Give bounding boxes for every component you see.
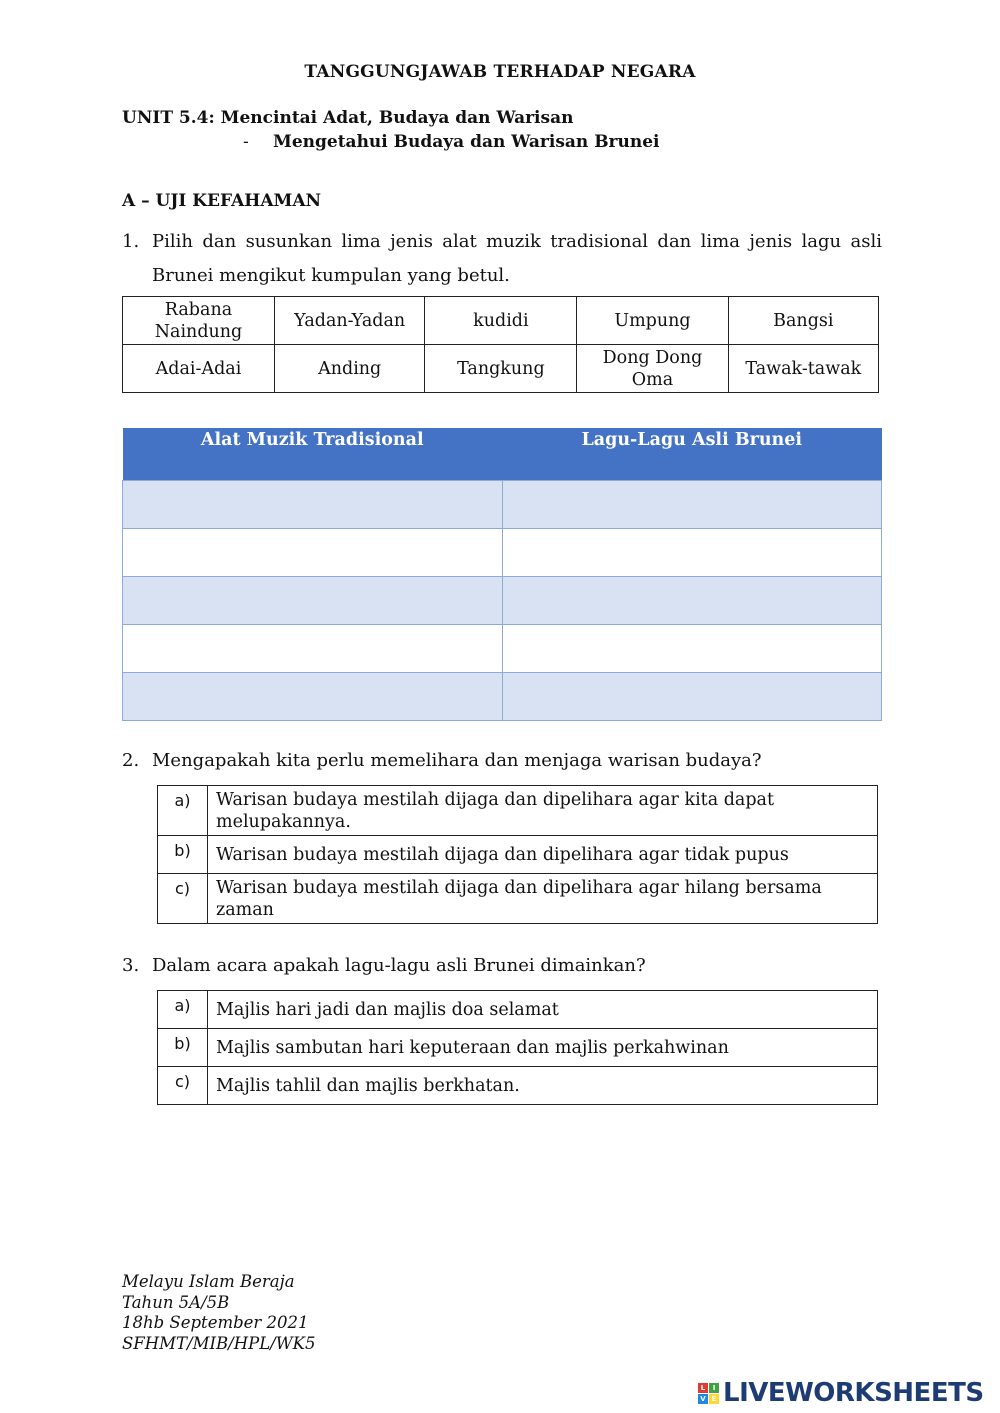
section-a-heading: A – UJI KEFAHAMAN bbox=[122, 191, 322, 211]
word-card[interactable]: Bangsi bbox=[728, 297, 878, 345]
sorting-row bbox=[123, 529, 882, 577]
question-2-options bbox=[157, 785, 878, 924]
word-card[interactable]: Umpung bbox=[577, 297, 728, 345]
question-1 bbox=[122, 225, 882, 293]
question-3-options bbox=[157, 990, 878, 1105]
word-card[interactable]: Anding bbox=[274, 345, 424, 393]
sorting-row bbox=[123, 625, 882, 673]
sorting-table bbox=[122, 428, 882, 721]
option-label[interactable]: c) bbox=[158, 874, 208, 924]
option-text[interactable]: Warisan budaya mestilah dijaga dan dipelihara agar kita dapat melupakannya. bbox=[208, 786, 878, 836]
question-2 bbox=[122, 750, 762, 771]
liveworksheets-logo-icon: L I V E bbox=[698, 1383, 719, 1404]
drop-zone-lagu-asli[interactable] bbox=[502, 673, 882, 721]
drop-zone-alat-muzik[interactable] bbox=[123, 481, 503, 529]
word-card[interactable]: Tangkung bbox=[425, 345, 577, 393]
unit-subtitle bbox=[243, 132, 660, 152]
sorting-header-row bbox=[123, 428, 882, 481]
liveworksheets-brand[interactable] bbox=[698, 1378, 984, 1408]
word-card[interactable]: Dong Dong Oma bbox=[577, 345, 728, 393]
unit-heading: UNIT 5.4: Mencintai Adat, Budaya dan Warisan bbox=[122, 108, 574, 128]
option-text[interactable]: Warisan budaya mestilah dijaga dan dipelihara agar tidak pupus bbox=[208, 836, 878, 874]
drop-zone-lagu-asli[interactable] bbox=[502, 625, 882, 673]
option-text[interactable]: Majlis tahlil dan majlis berkhatan. bbox=[208, 1067, 878, 1105]
drop-zone-alat-muzik[interactable] bbox=[123, 625, 503, 673]
question-number: 3. bbox=[122, 955, 140, 976]
option-text[interactable]: Majlis hari jadi dan majlis doa selamat bbox=[208, 991, 878, 1029]
question-number: 1. bbox=[122, 231, 140, 252]
sorting-row bbox=[123, 577, 882, 625]
option-label[interactable]: c) bbox=[158, 1067, 208, 1105]
word-card[interactable]: Yadan-Yadan bbox=[274, 297, 424, 345]
option-text[interactable]: Majlis sambutan hari keputeraan dan majlis perkahwinan bbox=[208, 1029, 878, 1067]
question-number: 2. bbox=[122, 750, 140, 771]
drop-zone-lagu-asli[interactable] bbox=[502, 577, 882, 625]
subtitle-dash: - bbox=[243, 132, 249, 152]
drop-zone-alat-muzik[interactable] bbox=[123, 529, 503, 577]
word-card[interactable]: Rabana Naindung bbox=[123, 297, 275, 345]
question-text: Dalam acara apakah lagu-lagu asli Brunei dimainkan? bbox=[152, 955, 646, 976]
subtitle-text: Mengetahui Budaya dan Warisan Brunei bbox=[273, 132, 660, 152]
column-header-lagu-asli: Lagu-Lagu Asli Brunei bbox=[502, 428, 882, 481]
sorting-row bbox=[123, 481, 882, 529]
option-row[interactable] bbox=[158, 786, 878, 836]
word-card[interactable]: Tawak-tawak bbox=[728, 345, 878, 393]
question-text: Mengapakah kita perlu memelihara dan menjaga warisan budaya? bbox=[152, 750, 762, 771]
brand-name: LIVEWORKSHEETS bbox=[723, 1378, 984, 1408]
word-bank-table bbox=[122, 296, 879, 393]
option-label[interactable]: b) bbox=[158, 836, 208, 874]
drop-zone-lagu-asli[interactable] bbox=[502, 481, 882, 529]
question-text: Pilih dan susunkan lima jenis alat muzik tradisional dan lima jenis lagu asli Brunei mengikut kumpulan yang betul. bbox=[152, 231, 882, 286]
word-bank-row bbox=[123, 345, 879, 393]
column-header-alat-muzik: Alat Muzik Tradisional bbox=[123, 428, 503, 481]
option-row[interactable] bbox=[158, 991, 878, 1029]
option-text[interactable]: Warisan budaya mestilah dijaga dan dipelihara agar hilang bersama zaman bbox=[208, 874, 878, 924]
word-card[interactable]: Adai-Adai bbox=[123, 345, 275, 393]
drop-zone-alat-muzik[interactable] bbox=[123, 673, 503, 721]
page-title: TANGGUNGJAWAB TERHADAP NEGARA bbox=[304, 62, 696, 82]
option-label[interactable]: b) bbox=[158, 1029, 208, 1067]
drop-zone-lagu-asli[interactable] bbox=[502, 529, 882, 577]
drop-zone-alat-muzik[interactable] bbox=[123, 577, 503, 625]
option-row[interactable] bbox=[158, 874, 878, 924]
footer-line: Tahun 5A/5B bbox=[122, 1292, 230, 1312]
word-bank-row bbox=[123, 297, 879, 345]
footer-line: Melayu Islam Beraja bbox=[122, 1272, 295, 1291]
option-label[interactable]: a) bbox=[158, 786, 208, 836]
option-row[interactable] bbox=[158, 1029, 878, 1067]
option-label[interactable]: a) bbox=[158, 991, 208, 1029]
word-card[interactable]: kudidi bbox=[425, 297, 577, 345]
sorting-row bbox=[123, 673, 882, 721]
footer-info bbox=[122, 1272, 316, 1354]
option-row[interactable] bbox=[158, 1067, 878, 1105]
footer-line: SFHMT/MIB/HPL/WK5 bbox=[122, 1333, 316, 1353]
question-3 bbox=[122, 955, 646, 976]
footer-line: 18hb September 2021 bbox=[122, 1313, 309, 1332]
option-row[interactable] bbox=[158, 836, 878, 874]
